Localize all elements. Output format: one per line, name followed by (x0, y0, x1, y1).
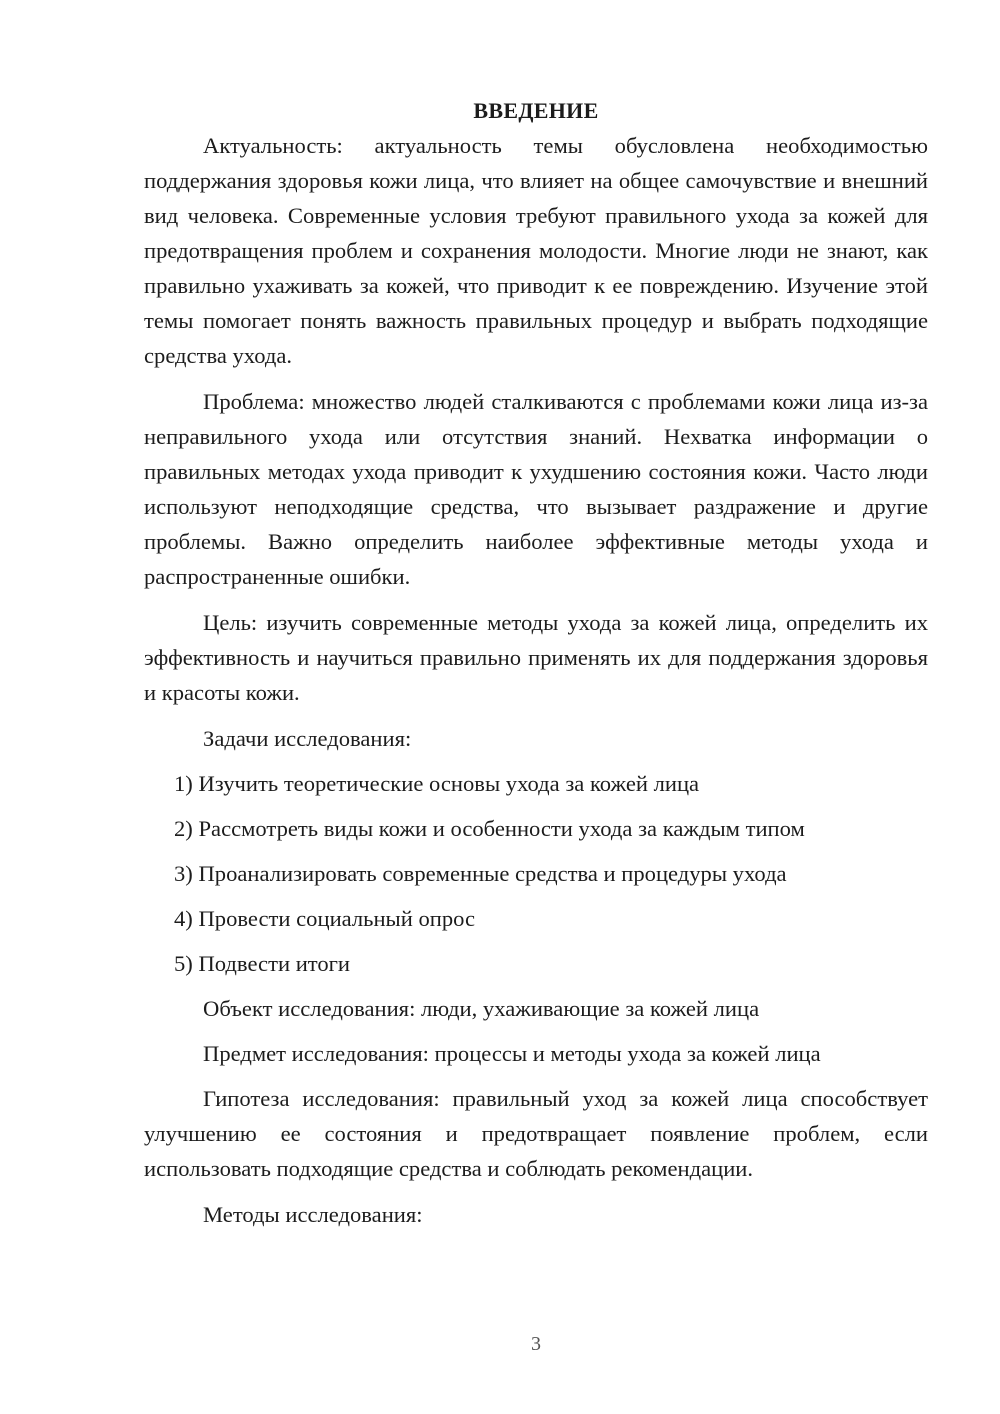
task-item: 4) Провести социальный опрос (174, 906, 476, 931)
task-item: 5) Подвести итоги (174, 951, 351, 976)
goal-paragraph: Цель: изучить современные методы ухода за кожей лица, определить их эффективность и научиться правильно применять их для поддержания здоровья и красоты кожи. (144, 610, 928, 705)
page-number: 3 (531, 1333, 541, 1355)
tasks-heading: Задачи исследования: (203, 726, 412, 751)
tasks-list (144, 766, 928, 981)
problem-paragraph: Проблема: множество людей сталкиваются с проблемами кожи лица из-за неправильного ухода или отсутствия знаний. Нехватка информации о правильных методах ухода приводит к ухудшению состояния кожи. Часто люди используют неподходящие средства, что вызывает раздражение и другие проблемы. Важно определить наиболее эффективные методы ухода и распространенные ошибки. (144, 389, 928, 589)
hypothesis-paragraph: Гипотеза исследования: правильный уход за кожей лица способствует улучшению ее состояния и предотвращает появление проблем, если использовать подходящие средства и соблюдать рекомендации. (144, 1086, 928, 1181)
object-line: Объект исследования: люди, ухаживающие за кожей лица (203, 996, 760, 1021)
page-title: ВВЕДЕНИЕ (473, 98, 599, 123)
subject-line: Предмет исследования: процессы и методы ухода за кожей лица (203, 1041, 821, 1066)
task-item: 1) Изучить теоретические основы ухода за кожей лица (174, 771, 700, 796)
task-item: 2) Рассмотреть виды кожи и особенности ухода за каждым типом (174, 816, 805, 841)
task-item: 3) Проанализировать современные средства и процедуры ухода (174, 861, 787, 886)
document-page (144, 94, 928, 1232)
methods-heading: Методы исследования: (203, 1202, 423, 1227)
relevance-paragraph: Актуальность: актуальность темы обусловлена необходимостью поддержания здоровья кожи лица, что влияет на общее самочувствие и внешний вид человека. Современные условия требуют правильного ухода за кожей для предотвращения проблем и сохранения молодости. Многие люди не знают, как правильно ухаживать за кожей, что приводит к ее повреждению. Изучение этой темы помогает понять важность правильных процедур и выбрать подходящие средства ухода. (144, 133, 928, 368)
